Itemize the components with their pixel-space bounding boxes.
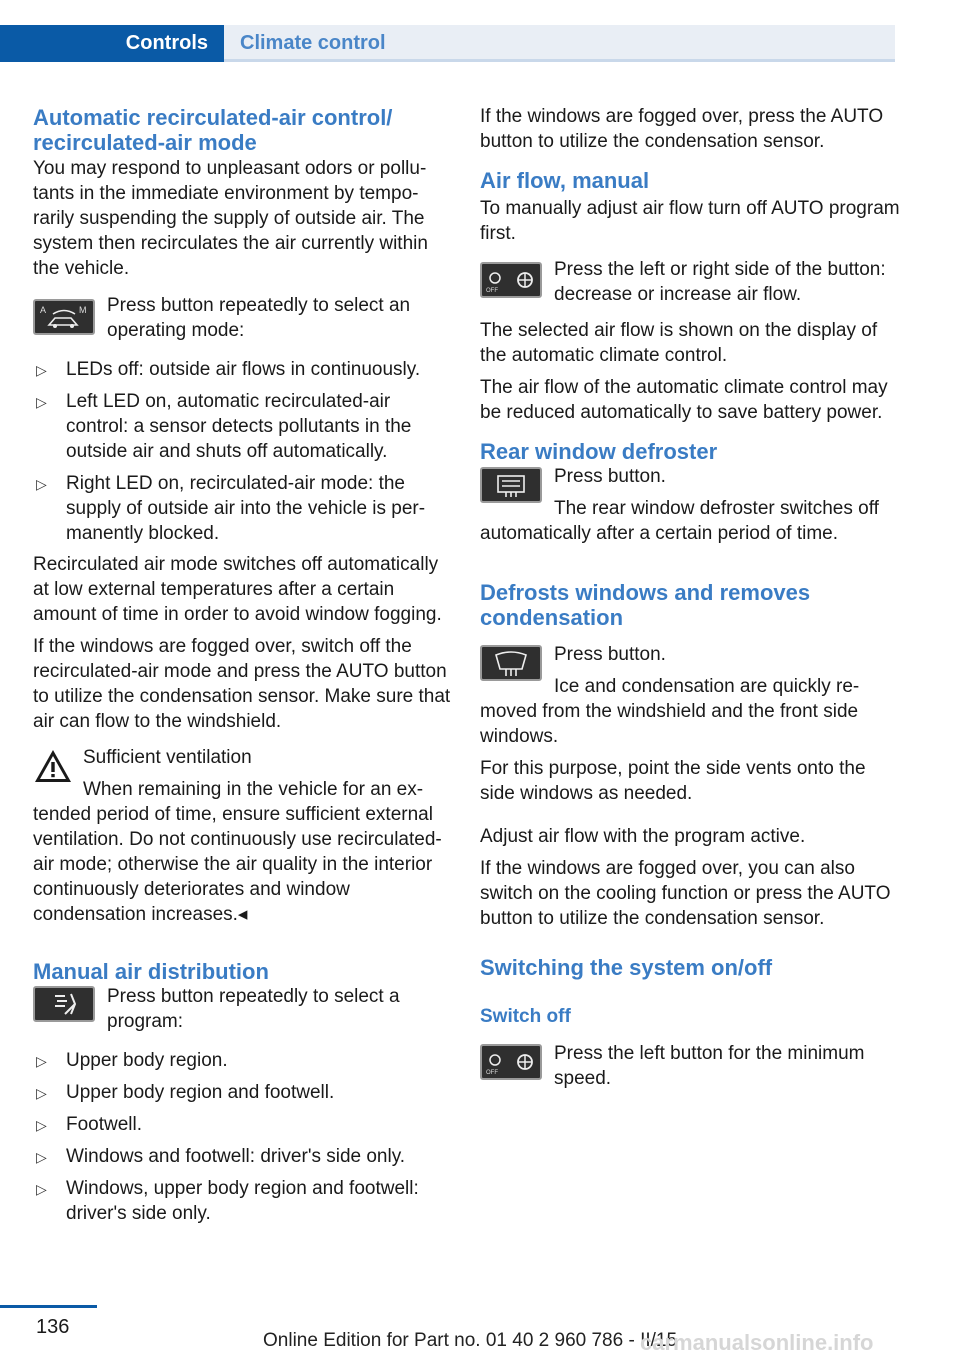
recirc-title: Automatic recirculated-air control/ recirculated-air mode bbox=[33, 105, 393, 155]
warning-triangle-icon bbox=[33, 747, 73, 785]
bullet-triangle-icon: ▷ bbox=[36, 476, 47, 492]
recirc-instruction-text: Press button repeatedly to select an operating mode: bbox=[107, 295, 411, 341]
rear-defroster-title: Rear window defroster bbox=[480, 439, 718, 464]
bullet-triangle-icon: ▷ bbox=[36, 1117, 47, 1133]
bullet-triangle-icon: ▷ bbox=[36, 1085, 47, 1101]
switch-off-subtitle: Switch off bbox=[480, 1006, 571, 1027]
list-item: ▷ Left LED on, automatic recirculated-air control: a sensor detects pollutants in the outside air and shuts off automatically. bbox=[36, 391, 412, 462]
bullet-triangle-icon: ▷ bbox=[36, 1053, 47, 1069]
bullet-triangle-icon: ▷ bbox=[36, 1181, 47, 1197]
bullet-triangle-icon: ▷ bbox=[36, 1149, 47, 1165]
defrost-paragraph-3: If the windows are fogged over, you can also switch on the cooling function or press the AUTO button to utilize the condensation sensor. bbox=[480, 858, 891, 929]
header-section: Controls bbox=[0, 25, 224, 62]
airflow-title: Air flow, manual bbox=[480, 168, 650, 193]
fan-button-icon bbox=[480, 262, 542, 298]
recirc-paragraph-1: Recirculated air mode switches off automatically at low external temperatures after a certain amount of time in order to avoid window fogging. bbox=[33, 554, 442, 625]
defrost-title: Defrosts windows and removes condensation bbox=[480, 580, 811, 630]
switch-off-instruction-text: Press the left button for the minimum speed. bbox=[554, 1043, 865, 1089]
defrost-line-1: Press button. bbox=[554, 644, 666, 665]
page-header bbox=[0, 0, 895, 62]
airflow-intro: To manually adjust air flow turn off AUTO program first. bbox=[480, 198, 900, 244]
right-column bbox=[480, 100, 900, 1091]
rear-defroster-line-1: Press button. bbox=[554, 466, 666, 487]
rear-defroster-instruction bbox=[480, 464, 900, 546]
recirc-button-icon bbox=[33, 299, 95, 335]
list-item: ▷ Footwell. bbox=[33, 1112, 453, 1137]
defrost-line-2: Ice and condensation are quickly removed from the windshield and the front side windows. bbox=[480, 676, 860, 747]
air-distribution-button-icon bbox=[33, 986, 95, 1022]
list-item: ▷ Windows and footwell: driver's side only. bbox=[33, 1144, 453, 1169]
manual-instruction bbox=[33, 984, 453, 1034]
warning-block bbox=[33, 745, 453, 927]
onoff-title: Switching the system on/off bbox=[480, 955, 773, 980]
list-item: ▷ Windows, upper body region and footwell: driver's side only. bbox=[36, 1178, 419, 1224]
svg-text:OFF: OFF bbox=[486, 1070, 498, 1076]
windshield-defrost-button-icon bbox=[480, 645, 542, 681]
list-item: ▷ LEDs off: outside air flows in continuously. bbox=[33, 357, 453, 382]
warning-title: Sufficient ventilation bbox=[83, 747, 252, 768]
list-item: ▷ Right LED on, recirculated-air mode: the supply of outside air into the vehicle is permanently blocked. bbox=[36, 473, 426, 544]
rear-defroster-line-2: The rear window defroster switches off automatically after a certain period of time. bbox=[480, 498, 879, 544]
fan-off-button-icon bbox=[480, 1044, 542, 1080]
list-item: ▷ Upper body region and footwell. bbox=[33, 1080, 453, 1105]
recirc-led-right: M bbox=[79, 305, 87, 315]
bullet-triangle-icon: ▷ bbox=[36, 362, 47, 378]
rear-defroster-button-icon bbox=[480, 467, 542, 503]
right-intro-paragraph: If the windows are fogged over, press the AUTO button to utilize the condensation sensor. bbox=[480, 106, 884, 152]
recirc-led-left: A bbox=[40, 305, 47, 315]
programs-list bbox=[33, 1048, 453, 1226]
manual-title: Manual air distribution bbox=[33, 959, 269, 984]
svg-text:OFF: OFF bbox=[486, 288, 498, 294]
edition-text: Online Edition for Part no. 01 40 2 960 786 - II/15 bbox=[263, 1330, 678, 1351]
list-item: ▷ Upper body region. bbox=[33, 1048, 453, 1073]
bullet-triangle-icon: ▷ bbox=[36, 394, 47, 410]
recirc-instruction bbox=[33, 293, 453, 343]
header-rule bbox=[224, 59, 895, 62]
defrost-paragraph-2: Adjust air flow with the program active. bbox=[480, 826, 806, 847]
recirc-modes-list bbox=[33, 357, 453, 546]
header-subsection: Climate control bbox=[224, 25, 895, 62]
page-number: 136 bbox=[36, 1316, 70, 1338]
warning-text: When remaining in the vehicle for an extended period of time, ensure sufficient external ventilation. Do not continuously use recirculated-air mode; otherwise the air quality in the interior continuously deteriorates and window condensation increases.◂ bbox=[33, 779, 442, 925]
left-column bbox=[33, 100, 453, 1226]
switch-off-instruction bbox=[480, 1041, 900, 1091]
recirc-intro: You may respond to unpleasant odors or pollutants in the immediate environment by temporarily suspending the supply of outside air. The system then recirculates the air currently within the vehicle. bbox=[33, 158, 428, 279]
airflow-paragraph-1: The selected air flow is shown on the display of the automatic climate control. bbox=[480, 320, 878, 366]
recirc-paragraph-2: If the windows are fogged over, switch off the recirculated-air mode and press the AUTO button to utilize the condensation sensor. Make sure that air can flow to the windshield. bbox=[33, 636, 451, 732]
airflow-instruction bbox=[480, 257, 900, 309]
footer-rule bbox=[0, 1305, 97, 1308]
defrost-paragraph-1: For this purpose, point the side vents onto the side windows as needed. bbox=[480, 758, 866, 804]
manual-instruction-text: Press button repeatedly to select a program: bbox=[107, 986, 400, 1032]
defrost-instruction bbox=[480, 642, 900, 749]
watermark: carmanualsonline.info bbox=[640, 1330, 874, 1355]
airflow-instruction-text: Press the left or right side of the button: decrease or increase air flow. bbox=[554, 259, 886, 305]
airflow-paragraph-2: The air flow of the automatic climate control may be reduced automatically to save battery power. bbox=[480, 377, 888, 423]
